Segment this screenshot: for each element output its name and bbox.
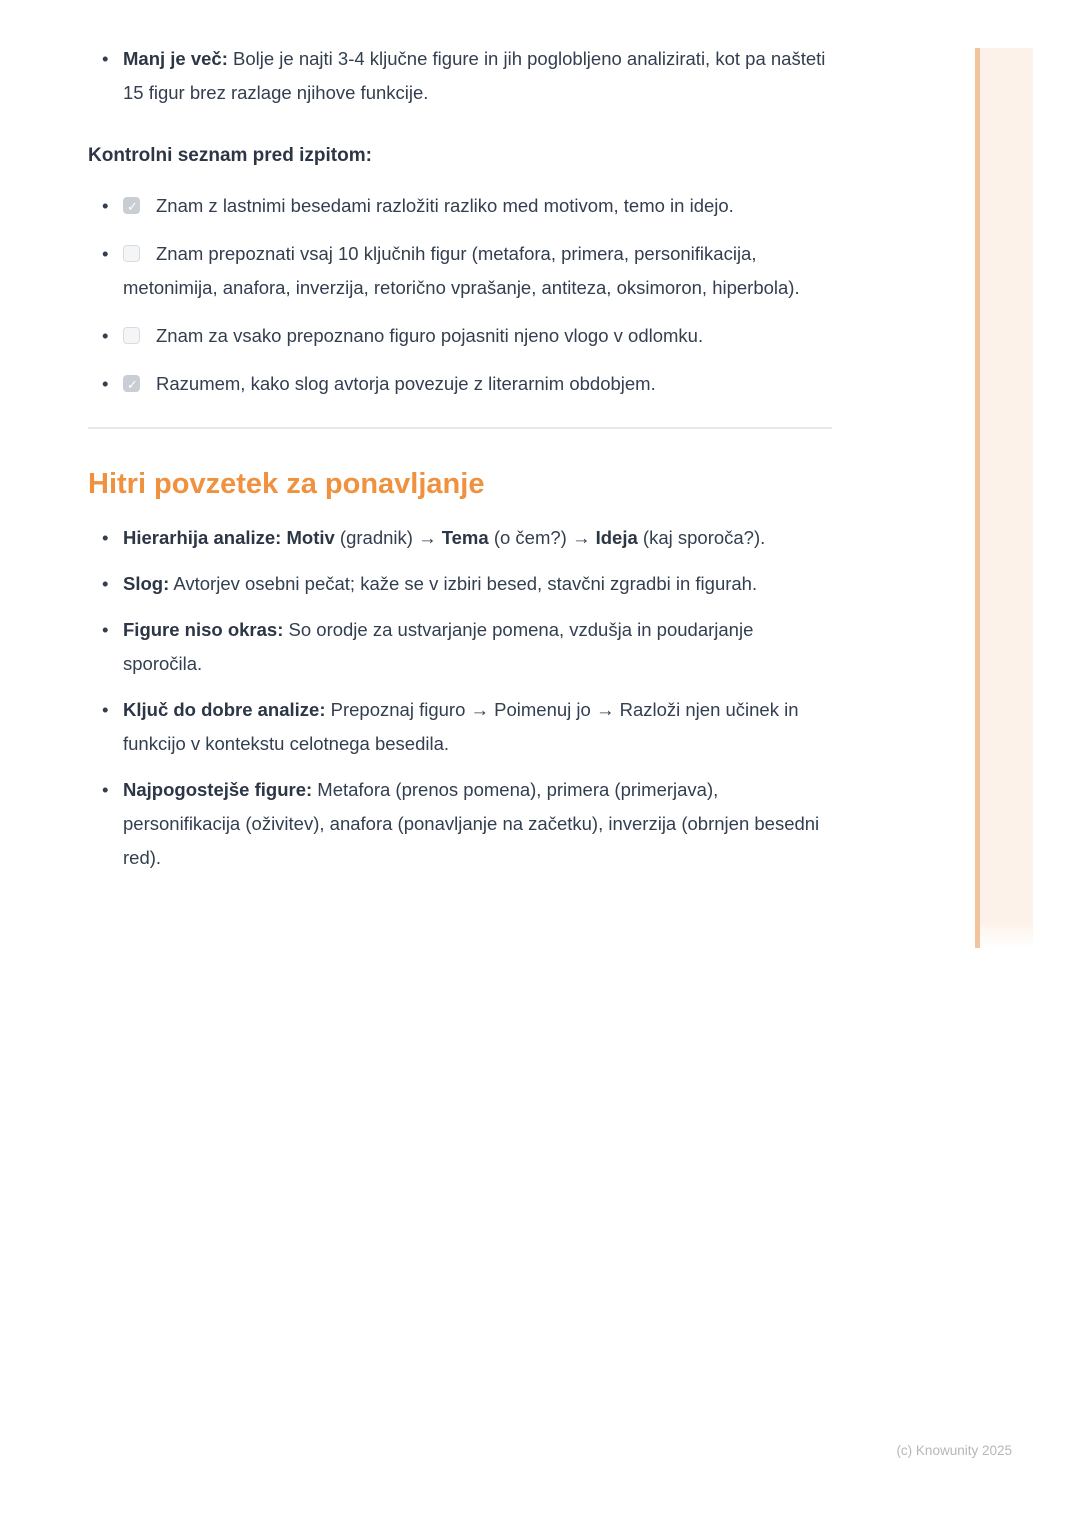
checkbox-slog-obdobje[interactable] — [123, 375, 140, 392]
list-item — [88, 42, 832, 110]
checklist-item-text: Znam za vsako prepoznano figuro pojasniti njeno vlogo v odlomku. — [156, 325, 704, 346]
list-item — [88, 773, 832, 875]
list-item-text: Manj je več: Bolje je najti 3-4 ključne figure in jih poglobljeno analizirati, kot pa našteti 15 figur brez razlage njihove funkcije. — [123, 48, 826, 103]
list-item-text: Hierarhija analize: Motiv (gradnik) → Tema (o čem?) → Ideja (kaj sporoča?). — [123, 527, 766, 548]
checklist-heading: Kontrolni seznam pred izpitom: — [88, 145, 372, 166]
list-item-text: Najpogostejše figure: Metafora (prenos pomena), primera (primerjava), personifikacija (oživitev), anafora (ponavljanje na začetku), inverzija (obrnjen besedni red). — [123, 779, 820, 868]
checklist-item-text: Razumem, kako slog avtorja povezuje z literarnim obdobjem. — [156, 373, 656, 394]
copyright-footer: (c) Knowunity 2025 — [896, 1443, 1012, 1458]
list-item — [88, 613, 832, 681]
summary-list — [88, 521, 832, 875]
list-item-text: Slog: Avtorjev osebni pečat; kaže se v izbiri besed, stavčni zgradbi in figurah. — [123, 573, 758, 594]
summary-heading: Hitri povzetek za ponavljanje — [88, 468, 485, 500]
list-item — [88, 693, 832, 761]
checklist-item — [88, 237, 832, 305]
checkbox-kljucne-figure[interactable] — [123, 245, 140, 262]
list-item-text: Figure niso okras: So orodje za ustvarjanje pomena, vzdušja in poudarjanje sporočila. — [123, 619, 754, 674]
checkbox-vloga-figure[interactable] — [123, 327, 140, 344]
list-item-text: Ključ do dobre analize: Prepoznaj figuro → Poimenuj jo → Razloži njen učinek in funkcijo v kontekstu celotnega besedila. — [123, 699, 799, 754]
content-area — [88, 42, 832, 887]
checklist-item — [88, 189, 832, 223]
checklist-item-text: Znam z lastnimi besedami razložiti razliko med motivom, temo in idejo. — [156, 195, 734, 216]
section-divider — [88, 427, 832, 429]
checklist-item — [88, 367, 832, 401]
intro-list — [88, 42, 832, 110]
checkbox-motiv-tema-ideja[interactable] — [123, 197, 140, 214]
list-item — [88, 521, 832, 555]
list-item — [88, 567, 832, 601]
checklist-item-text: Znam prepoznati vsaj 10 ključnih figur (metafora, primera, personifikacija, metonimija, anafora, inverzija, retorično vprašanje, antiteza, oksimoron, hiperbola). — [123, 243, 800, 298]
checklist — [88, 189, 832, 401]
checklist-item — [88, 319, 832, 353]
page-edge-decoration — [975, 48, 1033, 948]
